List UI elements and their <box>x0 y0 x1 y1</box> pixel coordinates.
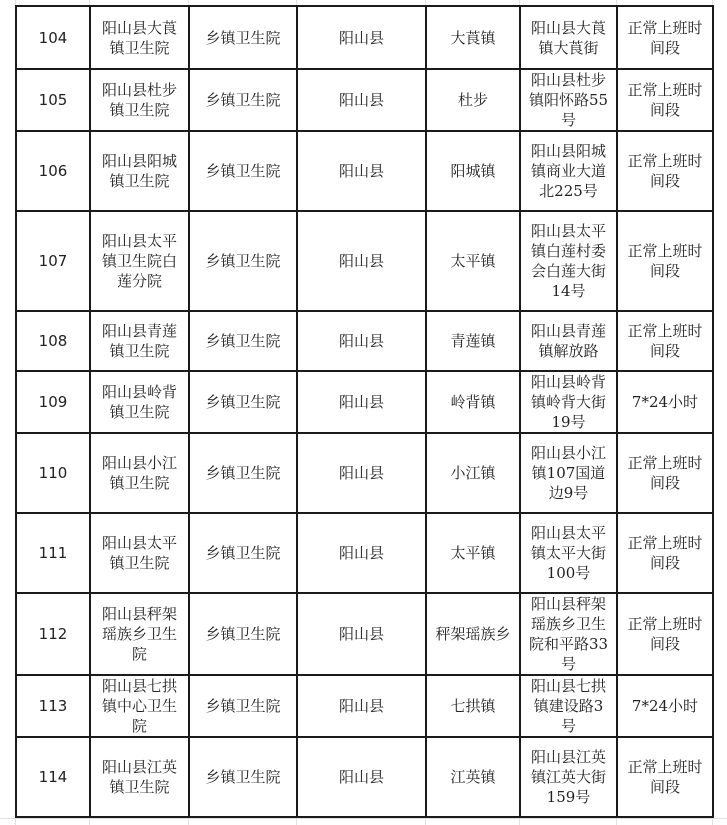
address: 阳山县太平镇太平大街100号 <box>530 524 606 582</box>
hospital-table <box>15 5 714 818</box>
name-cell <box>90 675 189 737</box>
service-hours: 正常上班时间段 <box>627 615 703 653</box>
type-cell <box>189 6 297 69</box>
town-cell <box>426 513 520 593</box>
row-number: 111 <box>38 544 68 562</box>
hours-cell <box>617 311 713 371</box>
table-row <box>16 6 713 69</box>
hospital-name: 阳山县青莲镇卫生院 <box>101 322 177 360</box>
county-cell <box>297 6 426 69</box>
hours-cell <box>617 593 713 675</box>
gridline <box>0 818 727 819</box>
hospital-type: 乡镇卫生院 <box>205 464 281 482</box>
town: 秤架瑶族乡 <box>435 625 511 643</box>
county: 阳山县 <box>338 697 384 715</box>
type-cell <box>189 131 297 211</box>
hours-cell <box>617 433 713 513</box>
hours-cell <box>617 513 713 593</box>
row-number: 112 <box>38 625 68 643</box>
county-cell <box>297 513 426 593</box>
row-number: 104 <box>38 28 68 47</box>
town: 七拱镇 <box>450 697 496 715</box>
name-cell <box>90 131 189 211</box>
address-cell <box>520 371 617 433</box>
row-number: 114 <box>38 768 68 786</box>
type-cell <box>189 69 297 131</box>
table-row <box>16 371 713 433</box>
address: 阳山县七拱镇建设路3号 <box>530 677 606 735</box>
type-cell <box>189 371 297 433</box>
address: 阳山县大莨镇大莨街 <box>530 18 606 57</box>
county: 阳山县 <box>338 162 384 180</box>
table-row <box>16 737 713 817</box>
address: 阳山县秤架瑶族乡卫生院和平路33号 <box>528 595 609 673</box>
row-number-cell <box>16 131 90 211</box>
row-number-cell <box>16 6 90 69</box>
service-hours: 7*24小时 <box>631 697 699 715</box>
name-cell <box>90 211 189 311</box>
address-cell <box>520 311 617 371</box>
type-cell <box>189 593 297 675</box>
hours-cell <box>617 6 713 69</box>
address: 阳山县太平镇白莲村委会白莲大街14号 <box>530 222 606 300</box>
hospital-type: 乡镇卫生院 <box>205 625 281 643</box>
hours-cell <box>617 69 713 131</box>
town-cell <box>426 131 520 211</box>
town-cell <box>426 6 520 69</box>
county-cell <box>297 593 426 675</box>
row-number-cell <box>16 433 90 513</box>
town-cell <box>426 433 520 513</box>
hours-cell <box>617 371 713 433</box>
hospital-type: 乡镇卫生院 <box>205 393 281 411</box>
name-cell <box>90 371 189 433</box>
row-number-cell <box>16 737 90 817</box>
hospital-type: 乡镇卫生院 <box>205 162 281 180</box>
county-cell <box>297 433 426 513</box>
service-hours: 正常上班时间段 <box>627 454 703 492</box>
county-cell <box>297 371 426 433</box>
service-hours: 正常上班时间段 <box>627 758 703 796</box>
town: 杜步 <box>457 91 488 109</box>
address-cell <box>520 513 617 593</box>
name-cell <box>90 311 189 371</box>
county-cell <box>297 69 426 131</box>
address-cell <box>520 6 617 69</box>
address-cell <box>520 131 617 211</box>
hospital-type: 乡镇卫生院 <box>205 91 281 109</box>
town: 江英镇 <box>450 768 496 786</box>
name-cell <box>90 593 189 675</box>
address-cell <box>520 737 617 817</box>
hours-cell <box>617 675 713 737</box>
county: 阳山县 <box>338 332 384 350</box>
name-cell <box>90 513 189 593</box>
hospital-name: 阳山县岭背镇卫生院 <box>101 383 177 421</box>
service-hours: 正常上班时间段 <box>627 18 703 57</box>
town-cell <box>426 593 520 675</box>
address-cell <box>520 69 617 131</box>
name-cell <box>90 6 189 69</box>
county: 阳山县 <box>338 252 384 270</box>
address-cell <box>520 211 617 311</box>
county-cell <box>297 311 426 371</box>
address: 阳山县江英镇江英大街159号 <box>530 748 606 806</box>
hours-cell <box>617 131 713 211</box>
town: 大莨镇 <box>450 28 496 47</box>
address: 阳山县阳城镇商业大道北225号 <box>530 142 606 200</box>
name-cell <box>90 433 189 513</box>
town: 青莲镇 <box>450 332 496 350</box>
row-number: 105 <box>38 91 68 109</box>
type-cell <box>189 513 297 593</box>
row-number-cell <box>16 211 90 311</box>
name-cell <box>90 737 189 817</box>
service-hours: 正常上班时间段 <box>627 534 703 572</box>
table-row <box>16 675 713 737</box>
address: 阳山县小江镇107国道边9号 <box>530 444 606 502</box>
table-row <box>16 433 713 513</box>
row-number: 107 <box>38 252 68 270</box>
row-number: 113 <box>38 697 68 715</box>
county: 阳山县 <box>338 464 384 482</box>
table-row <box>16 131 713 211</box>
county-cell <box>297 737 426 817</box>
hours-cell <box>617 211 713 311</box>
service-hours: 正常上班时间段 <box>627 81 703 119</box>
address-cell <box>520 593 617 675</box>
county: 阳山县 <box>338 28 384 47</box>
row-number: 110 <box>38 464 68 482</box>
hospital-name: 阳山县阳城镇卫生院 <box>101 152 177 190</box>
town-cell <box>426 371 520 433</box>
address-cell <box>520 433 617 513</box>
hospital-name: 阳山县大莨镇卫生院 <box>101 18 177 57</box>
hospital-type: 乡镇卫生院 <box>205 332 281 350</box>
county-cell <box>297 211 426 311</box>
row-number-cell <box>16 69 90 131</box>
hospital-name: 阳山县小江镇卫生院 <box>101 454 177 492</box>
row-number-cell <box>16 675 90 737</box>
hospital-name: 阳山县太平镇卫生院 <box>101 534 177 572</box>
row-number-cell <box>16 371 90 433</box>
row-number-cell <box>16 311 90 371</box>
county: 阳山县 <box>338 91 384 109</box>
table-row <box>16 311 713 371</box>
table-row <box>16 593 713 675</box>
row-number-cell <box>16 593 90 675</box>
service-hours: 正常上班时间段 <box>627 242 703 280</box>
hospital-type: 乡镇卫生院 <box>205 697 281 715</box>
hospital-type: 乡镇卫生院 <box>205 544 281 562</box>
hospital-name: 阳山县七拱镇中心卫生院 <box>101 677 177 735</box>
town: 岭背镇 <box>450 393 496 411</box>
county: 阳山县 <box>338 768 384 786</box>
county: 阳山县 <box>338 625 384 643</box>
table-row <box>16 69 713 131</box>
hospital-type: 乡镇卫生院 <box>205 252 281 270</box>
town: 太平镇 <box>450 252 496 270</box>
row-number: 106 <box>38 162 68 180</box>
type-cell <box>189 675 297 737</box>
town-cell <box>426 675 520 737</box>
hospital-name: 阳山县秤架瑶族乡卫生院 <box>101 605 177 663</box>
county-cell <box>297 675 426 737</box>
address: 阳山县青莲镇解放路 <box>530 322 606 360</box>
type-cell <box>189 311 297 371</box>
service-hours: 7*24小时 <box>631 393 699 411</box>
hospital-name: 阳山县杜步镇卫生院 <box>101 81 177 119</box>
type-cell <box>189 211 297 311</box>
town-cell <box>426 311 520 371</box>
hospital-type: 乡镇卫生院 <box>205 28 281 47</box>
county: 阳山县 <box>338 393 384 411</box>
town: 小江镇 <box>450 464 496 482</box>
hospital-type: 乡镇卫生院 <box>205 768 281 786</box>
type-cell <box>189 737 297 817</box>
table-row <box>16 513 713 593</box>
town: 阳城镇 <box>450 162 496 180</box>
row-number-cell <box>16 513 90 593</box>
town: 太平镇 <box>450 544 496 562</box>
address: 阳山县岭背镇岭背大街19号 <box>530 373 606 431</box>
county: 阳山县 <box>338 544 384 562</box>
town-cell <box>426 69 520 131</box>
name-cell <box>90 69 189 131</box>
county-cell <box>297 131 426 211</box>
row-number: 109 <box>38 393 68 411</box>
address: 阳山县杜步镇阳怀路55号 <box>528 71 609 129</box>
table-row <box>16 211 713 311</box>
service-hours: 正常上班时间段 <box>627 152 703 190</box>
hours-cell <box>617 737 713 817</box>
type-cell <box>189 433 297 513</box>
service-hours: 正常上班时间段 <box>627 322 703 360</box>
town-cell <box>426 211 520 311</box>
row-number: 108 <box>38 332 68 350</box>
address-cell <box>520 675 617 737</box>
town-cell <box>426 737 520 817</box>
hospital-name: 阳山县太平镇卫生院白莲分院 <box>101 232 177 290</box>
hospital-name: 阳山县江英镇卫生院 <box>101 758 177 796</box>
